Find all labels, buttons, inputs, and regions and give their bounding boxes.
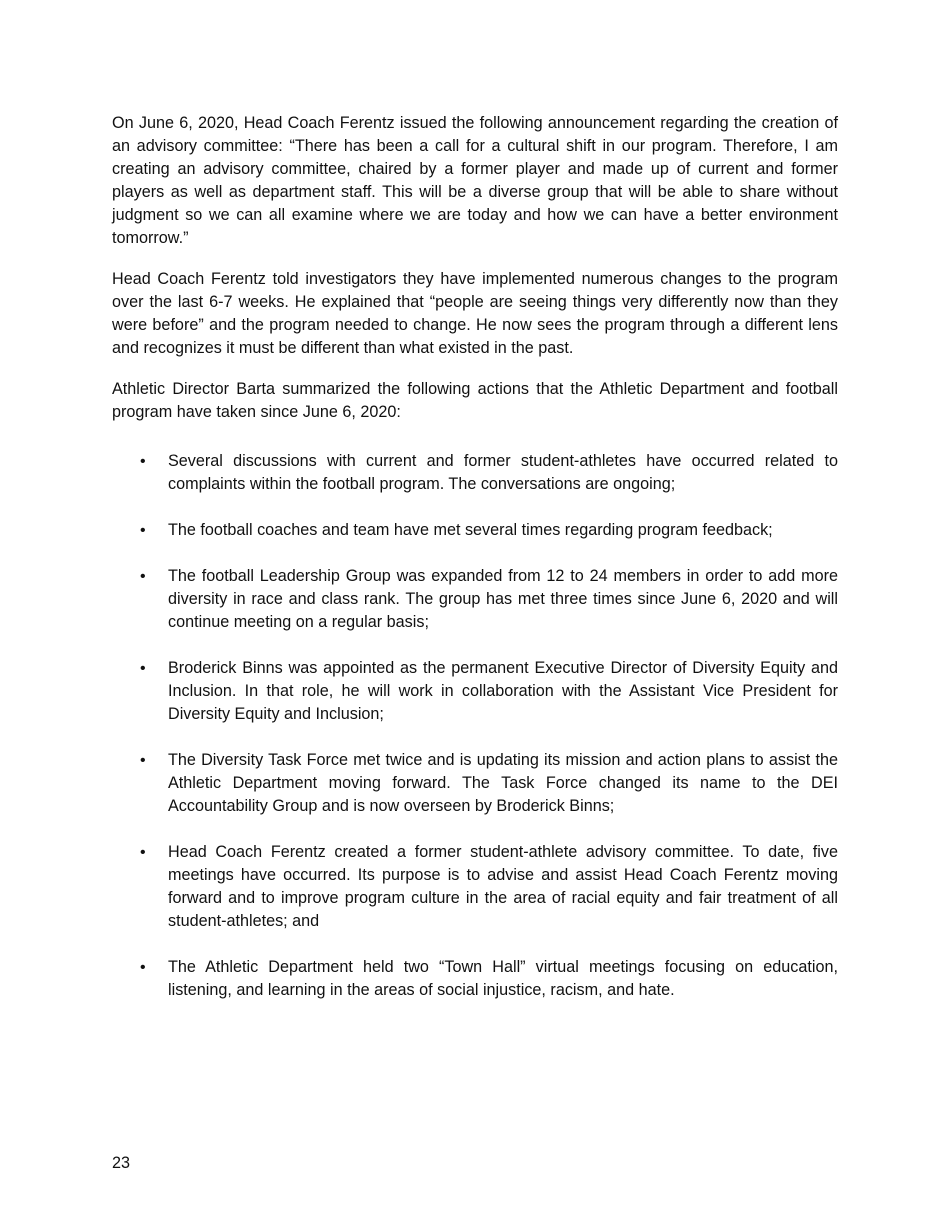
list-item-text: The Athletic Department held two “Town Hall” virtual meetings focusing on education, listening, and learning in the areas of social injustice, racism, and hate. [168,958,838,999]
list-item [112,657,838,726]
bullet-icon: • [140,959,146,976]
bullet-icon: • [140,752,146,769]
actions-list [112,450,838,1002]
list-item-text: Broderick Binns was appointed as the permanent Executive Director of Diversity Equity and Inclusion. In that role, he will work in collaboration with the Assistant Vice President for Diversity Equity and Inclusion; [168,659,838,723]
list-item [112,841,838,933]
page-number: 23 [112,1154,131,1172]
page-body [112,112,838,1025]
list-item [112,450,838,496]
list-item-text: Head Coach Ferentz created a former student-athlete advisory committee. To date, five meetings have occurred. Its purpose is to advise and assist Head Coach Ferentz moving forward and to improve program culture in the area of racial equity and fair treatment of all student-athletes; and [168,843,838,930]
list-item [112,565,838,634]
bullet-icon: • [140,522,146,539]
list-item [112,749,838,818]
bullet-icon: • [140,844,146,861]
paragraph-investigators: Head Coach Ferentz told investigators they have implemented numerous changes to the program over the last 6-7 weeks. He explained that “people are seeing things very differently now than they were before” and the program needed to change. He now sees the program through a different lens and recognizes it must be different than what existed in the past. [112,270,838,357]
list-item-text: The football Leadership Group was expanded from 12 to 24 members in order to add more diversity in race and class rank. The group has met three times since June 6, 2020 and will continue meeting on a regular basis; [168,567,838,631]
list-item [112,519,838,542]
list-item-text: The football coaches and team have met several times regarding program feedback; [168,521,773,539]
bullet-icon: • [140,453,146,470]
list-item [112,956,838,1002]
list-item-text: Several discussions with current and former student-athletes have occurred related to complaints within the football program. The conversations are ongoing; [168,452,838,493]
bullet-icon: • [140,568,146,585]
paragraph-barta-summary: Athletic Director Barta summarized the following actions that the Athletic Department and football program have taken since June 6, 2020: [112,380,838,421]
list-item-text: The Diversity Task Force met twice and is updating its mission and action plans to assist the Athletic Department moving forward. The Task Force changed its name to the DEI Accountability Group and is now overseen by Broderick Binns; [168,751,838,815]
paragraph-announcement: On June 6, 2020, Head Coach Ferentz issued the following announcement regarding the creation of an advisory committee: “There has been a call for a cultural shift in our program. Therefore, I am creating an advisory committee, chaired by a former player and made up of current and former players as well as department staff. This will be a diverse group that will be able to share without judgment so we can all examine where we are today and how we can have a better environment tomorrow.” [112,114,838,247]
bullet-icon: • [140,660,146,677]
